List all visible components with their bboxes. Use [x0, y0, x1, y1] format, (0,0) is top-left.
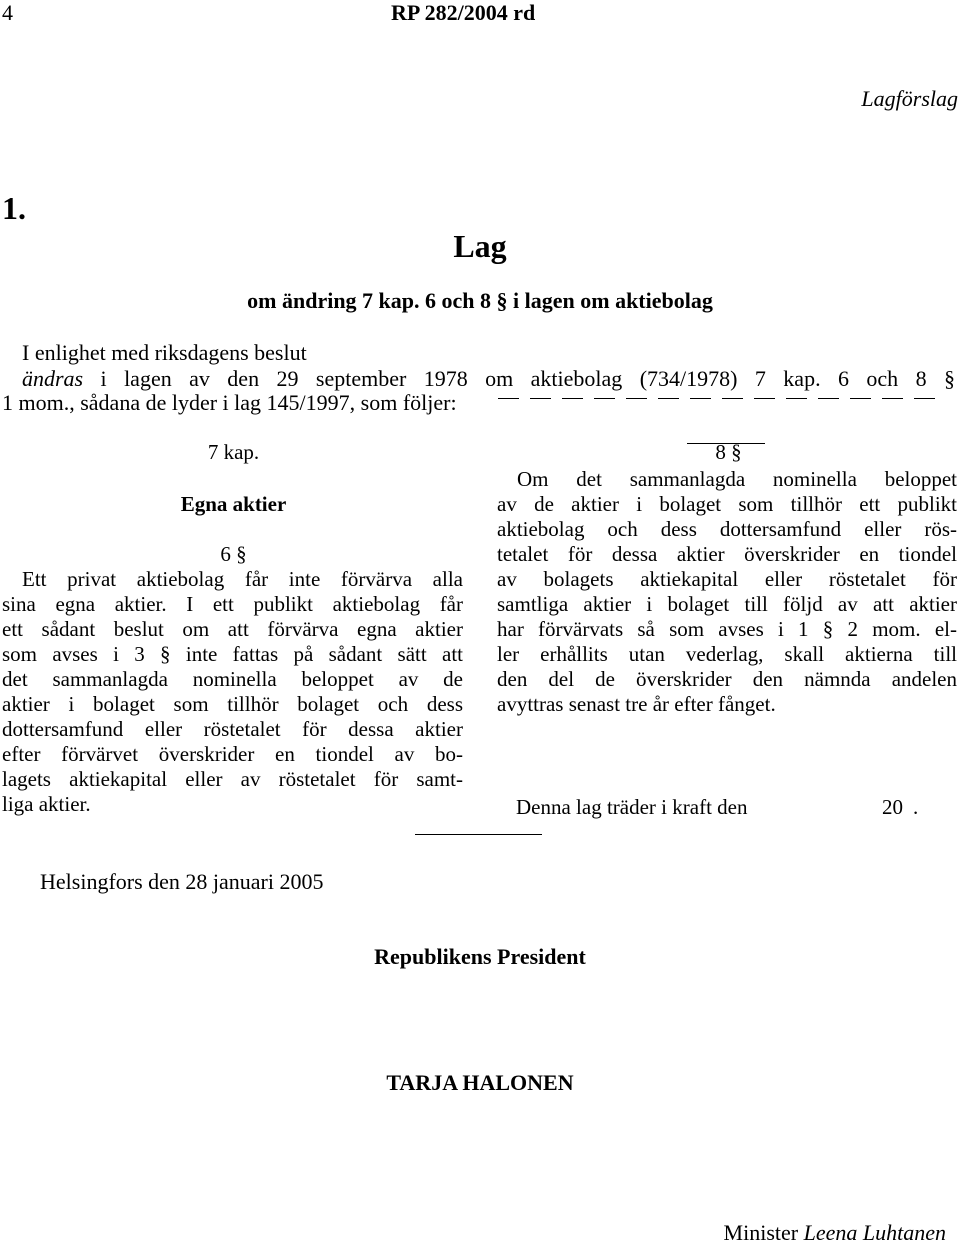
entry-into-force-text: Denna lag träder i kraft den [516, 795, 748, 819]
section-6-text [2, 567, 463, 817]
paragraph-line: avyttras senast tre år efter fånget. [497, 692, 776, 716]
paragraph-line: den del de överskrider den nämnda andelen [497, 667, 957, 691]
paragraph-line: det sammanlagda nominella beloppet av de [2, 667, 463, 691]
president-name: TARJA HALONEN [386, 1070, 574, 1095]
section-number-8: 8 § [715, 440, 742, 464]
paragraph-line: dottersamfund eller röstetalet för dessa aktier [2, 717, 463, 741]
paragraph-line: av de aktier i bolaget som tillhör ett publikt [497, 492, 957, 516]
paragraph-line: ett sådant beslut om att förvärva egna aktier [2, 617, 463, 641]
paragraph-line: ler erhållits utan vederlag, skall aktierna till [497, 642, 957, 666]
law-title: Lag [453, 228, 507, 264]
entry-into-force-year [882, 795, 918, 820]
president-title: Republikens President [374, 944, 586, 969]
paragraph-line: Ett privat aktiebolag får inte förvärva alla [22, 567, 463, 591]
law-number: 1. [2, 190, 26, 226]
paragraph-line: har förvärvats så som avses i 1 § 2 mom. el- [497, 617, 957, 641]
paragraph-line: tetalet för dessa aktier överskrider en tiondel [497, 542, 957, 566]
separator-rule [687, 443, 765, 444]
intro-line-2-rest: i lagen av den 29 september 1978 om aktiebolag (734/1978) 7 kap. 6 och 8 § [83, 366, 955, 391]
section-number-6: 6 § [220, 542, 247, 566]
paragraph-line: aktiebolag och dess dottersamfund eller rös- [497, 517, 957, 541]
place-date: Helsingfors den 28 januari 2005 [40, 869, 324, 894]
section-heading-egna-aktier: Egna aktier [180, 492, 287, 516]
chapter-heading: 7 kap. [207, 440, 260, 464]
minister-label: Minister [723, 1220, 799, 1245]
paragraph-line: Om det sammanlagda nominella beloppet [517, 467, 957, 491]
page-number: 4 [2, 0, 13, 25]
end-rule [415, 834, 542, 835]
paragraph-line: av bolagets aktiekapital eller röstetalet för [497, 567, 957, 591]
document-reference: RP 282/2004 rd [391, 0, 536, 25]
minister-signature [724, 1220, 946, 1246]
paragraph-line: liga aktier. [2, 792, 91, 816]
year-text: 20 [882, 795, 903, 819]
intro-line-3: 1 mom., sådana de lyder i lag 145/1997, som följer: [2, 390, 457, 415]
intro-line-2 [22, 366, 955, 392]
period-text: . [913, 795, 919, 819]
entry-into-force [516, 795, 747, 820]
paragraph-line: aktier i bolaget som tillhör bolaget och dess [2, 692, 463, 716]
intro-line-1: I enlighet med riksdagens beslut [22, 340, 307, 365]
paragraph-line: som avses i 3 § inte fattas på sådant sätt att [2, 642, 463, 666]
paragraph-line: sina egna aktier. I ett publikt aktiebolag får [2, 592, 463, 616]
law-subtitle: om ändring 7 kap. 6 och 8 § i lagen om aktiebolag [247, 288, 713, 313]
paragraph-line: efter förvärvet överskrider en tiondel av bo- [2, 742, 463, 766]
paragraph-line: samtliga aktier i bolaget till följd av att aktier [497, 592, 957, 616]
section-8-text [497, 467, 957, 717]
minister-name: Leena Luhtanen [803, 1220, 946, 1245]
intro-amend-word: ändras [22, 366, 84, 391]
section-label: Lagförslag [861, 86, 958, 111]
paragraph-line: lagets aktiekapital eller av röstetalet för samt- [2, 767, 463, 791]
